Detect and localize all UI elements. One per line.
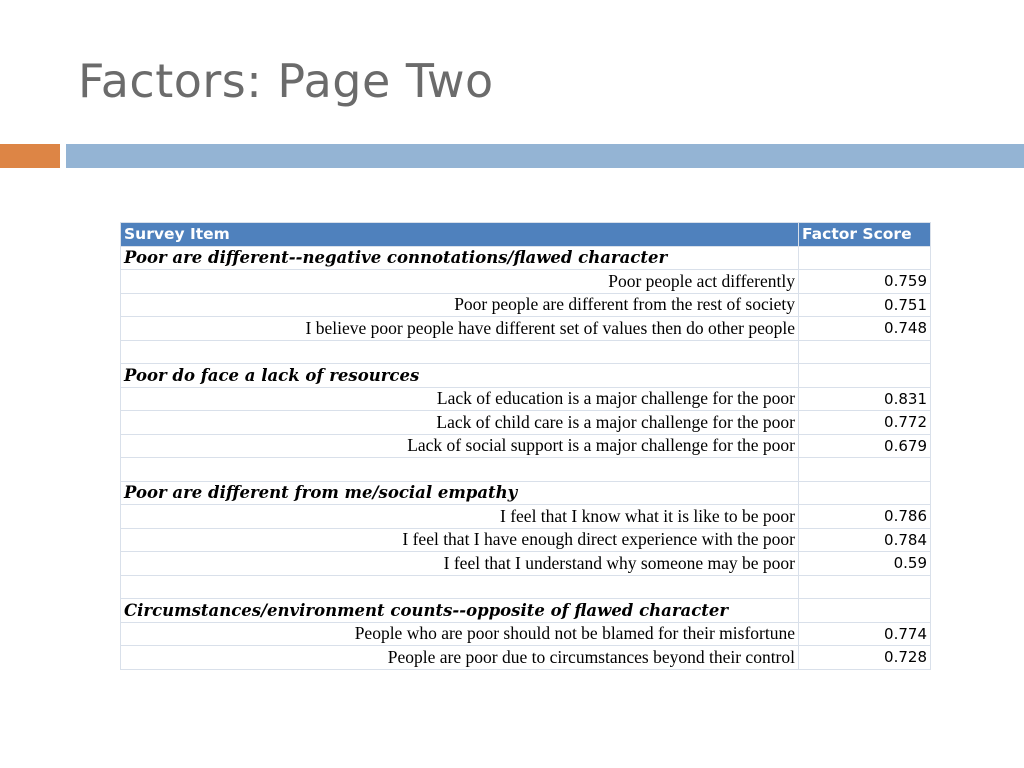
survey-item: Lack of social support is a major challenge for the poor bbox=[121, 434, 799, 458]
survey-item: I believe poor people have different set of values then do other people bbox=[121, 317, 799, 341]
header-factor-score: Factor Score bbox=[799, 223, 931, 247]
group-label: Poor are different--negative connotations/flawed character bbox=[121, 246, 799, 270]
factor-score: 0.748 bbox=[799, 317, 931, 341]
table-row bbox=[121, 528, 931, 552]
table-row bbox=[121, 646, 931, 670]
survey-item: People are poor due to circumstances beyond their control bbox=[121, 646, 799, 670]
factor-score: 0.774 bbox=[799, 622, 931, 646]
table-row bbox=[121, 270, 931, 294]
factor-score: 0.786 bbox=[799, 505, 931, 529]
table-row bbox=[121, 505, 931, 529]
group-label: Poor are different from me/social empathy bbox=[121, 481, 799, 505]
header-survey-item: Survey Item bbox=[121, 223, 799, 247]
factor-score: 0.751 bbox=[799, 293, 931, 317]
title-underline-bar bbox=[66, 144, 1024, 168]
survey-item: People who are poor should not be blamed for their misfortune bbox=[121, 622, 799, 646]
table-header-row bbox=[121, 223, 931, 247]
spacer-row bbox=[121, 575, 931, 599]
factor-score: 0.59 bbox=[799, 552, 931, 576]
page-title: Factors: Page Two bbox=[78, 54, 494, 108]
factor-score: 0.831 bbox=[799, 387, 931, 411]
group-row bbox=[121, 481, 931, 505]
group-row bbox=[121, 599, 931, 623]
factor-score: 0.784 bbox=[799, 528, 931, 552]
survey-item: I feel that I know what it is like to be poor bbox=[121, 505, 799, 529]
survey-item: Lack of education is a major challenge for the poor bbox=[121, 387, 799, 411]
factor-score: 0.772 bbox=[799, 411, 931, 435]
factor-table bbox=[120, 222, 931, 670]
group-row bbox=[121, 364, 931, 388]
group-label: Poor do face a lack of resources bbox=[121, 364, 799, 388]
table-row bbox=[121, 552, 931, 576]
factor-score: 0.679 bbox=[799, 434, 931, 458]
table-row bbox=[121, 317, 931, 341]
table-row bbox=[121, 622, 931, 646]
table-row bbox=[121, 387, 931, 411]
survey-item: I feel that I have enough direct experience with the poor bbox=[121, 528, 799, 552]
group-row bbox=[121, 246, 931, 270]
group-label: Circumstances/environment counts--opposite of flawed character bbox=[121, 599, 799, 623]
spacer-row bbox=[121, 458, 931, 482]
table-row bbox=[121, 434, 931, 458]
table-row bbox=[121, 293, 931, 317]
accent-bar bbox=[0, 144, 60, 168]
survey-item: Poor people act differently bbox=[121, 270, 799, 294]
survey-item: Lack of child care is a major challenge for the poor bbox=[121, 411, 799, 435]
spacer-row bbox=[121, 340, 931, 364]
survey-item: I feel that I understand why someone may be poor bbox=[121, 552, 799, 576]
table-row bbox=[121, 411, 931, 435]
factor-score: 0.728 bbox=[799, 646, 931, 670]
factor-score: 0.759 bbox=[799, 270, 931, 294]
survey-item: Poor people are different from the rest of society bbox=[121, 293, 799, 317]
